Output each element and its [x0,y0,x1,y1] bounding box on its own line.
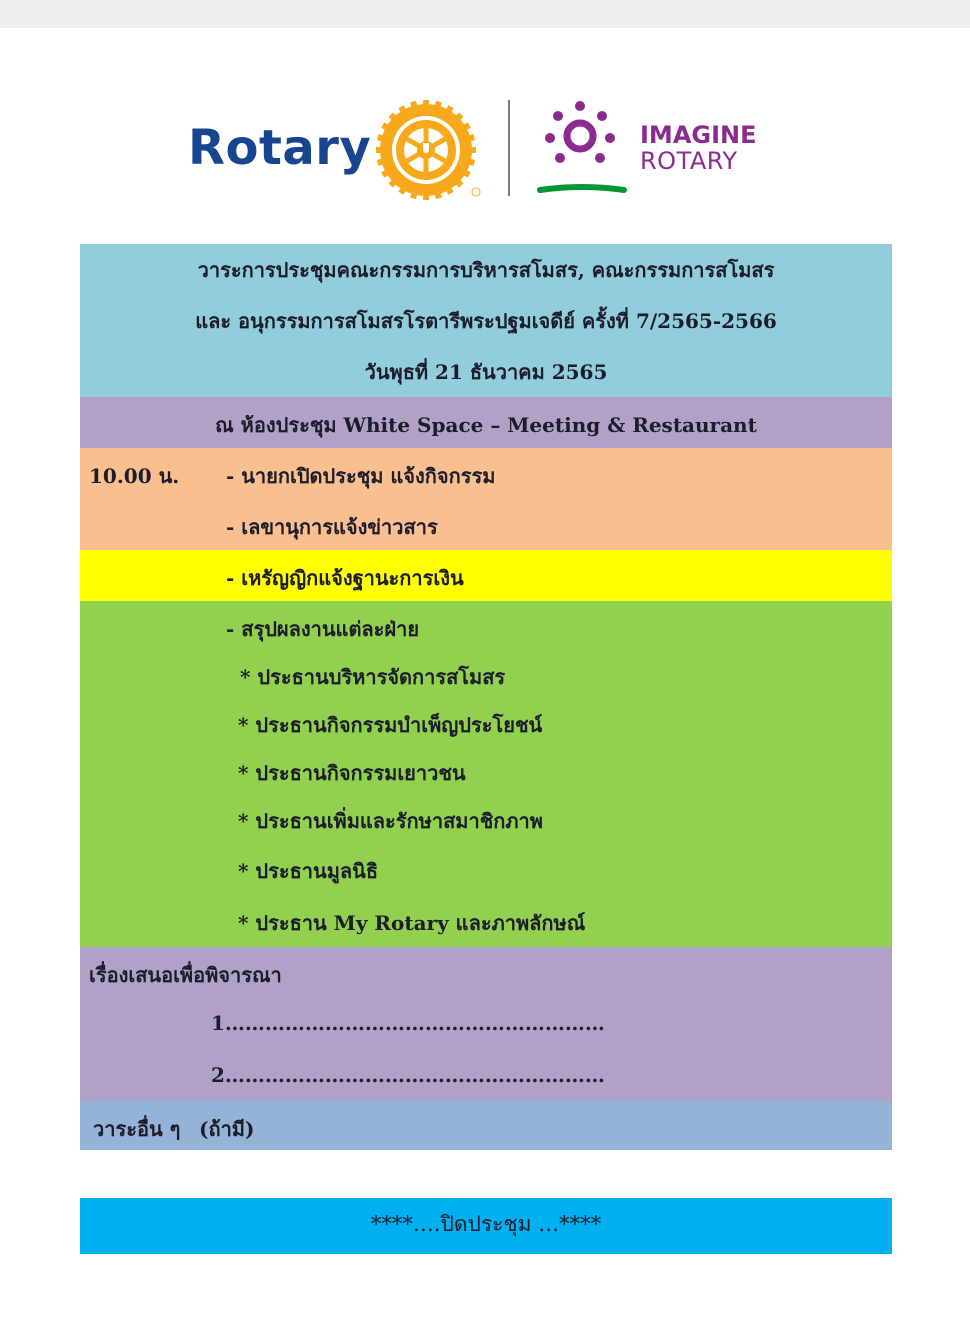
imagine-rotary-mark-icon [536,100,628,200]
treasurer-band [80,550,892,601]
summary-heading: - สรุปผลงานแต่ละฝ่าย [226,617,420,641]
rotary-wheel-icon [372,100,484,200]
summary-item: * ประธานกิจกรรมบำเพ็ญประโยชน์ [238,713,543,737]
header-line-3: วันพุธที่ 21 ธันวาคม 2565 [364,360,608,384]
proposal-item-2: 2………………………………………………… [211,1063,605,1087]
imagine-rotary-wordmark [640,122,757,174]
top-strip [0,0,970,28]
closing-banner: ****….ปิดประชุม …**** [80,1198,892,1254]
venue-text: ณ ห้องประชุม White Space – Meeting & Restaurant [215,413,757,437]
agenda-header [80,244,892,397]
opening-band [80,448,892,550]
secretary-item: - เลขานุการแจ้งข่าวสาร [226,515,438,539]
other-band [80,1101,892,1150]
proposal-item-1: 1………………………………………………… [211,1011,605,1035]
treasurer-item: - เหรัญญิกแจ้งฐานะการเงิน [226,566,464,590]
other-label: วาระอื่น ๆ [93,1117,181,1141]
summary-item: * ประธานเพิ่มและรักษาสมาชิกภาพ [238,809,543,833]
proposals-heading: เรื่องเสนอเพื่อพิจารณา [89,963,282,987]
venue-band [80,397,892,448]
agenda-time: 10.00 น. [89,464,180,488]
summary-item: * ประธานมูลนิธิ [238,859,379,883]
logo-divider [508,100,510,196]
header-line-2: และ อนุกรรมการสโมสรโรตารีพระปฐมเจดีย์ ครั้งที่ 7/2565-2566 [195,309,777,333]
summary-item: * ประธาน My Rotary และภาพลักษณ์ [238,911,586,935]
agenda-table [80,244,892,1150]
proposals-band [80,947,892,1101]
rotary-wordmark: Rotary [188,120,372,176]
summary-item: * ประธานกิจกรรมเยาวชน [238,761,466,785]
summary-band [80,601,892,947]
header-line-1: วาระการประชุมคณะกรรมการบริหารสโมสร, คณะกรรมการสโมสร [197,258,775,282]
imagine-word: IMAGINE [640,121,757,149]
other-note: (ถ้ามี) [199,1117,255,1141]
rotary-word-small: ROTARY [640,147,738,175]
summary-item: * ประธานบริหารจัดการสโมสร [240,665,506,689]
opening-item: - นายกเปิดประชุม แจ้งกิจกรรม [226,464,496,488]
logo-banner [0,90,970,210]
